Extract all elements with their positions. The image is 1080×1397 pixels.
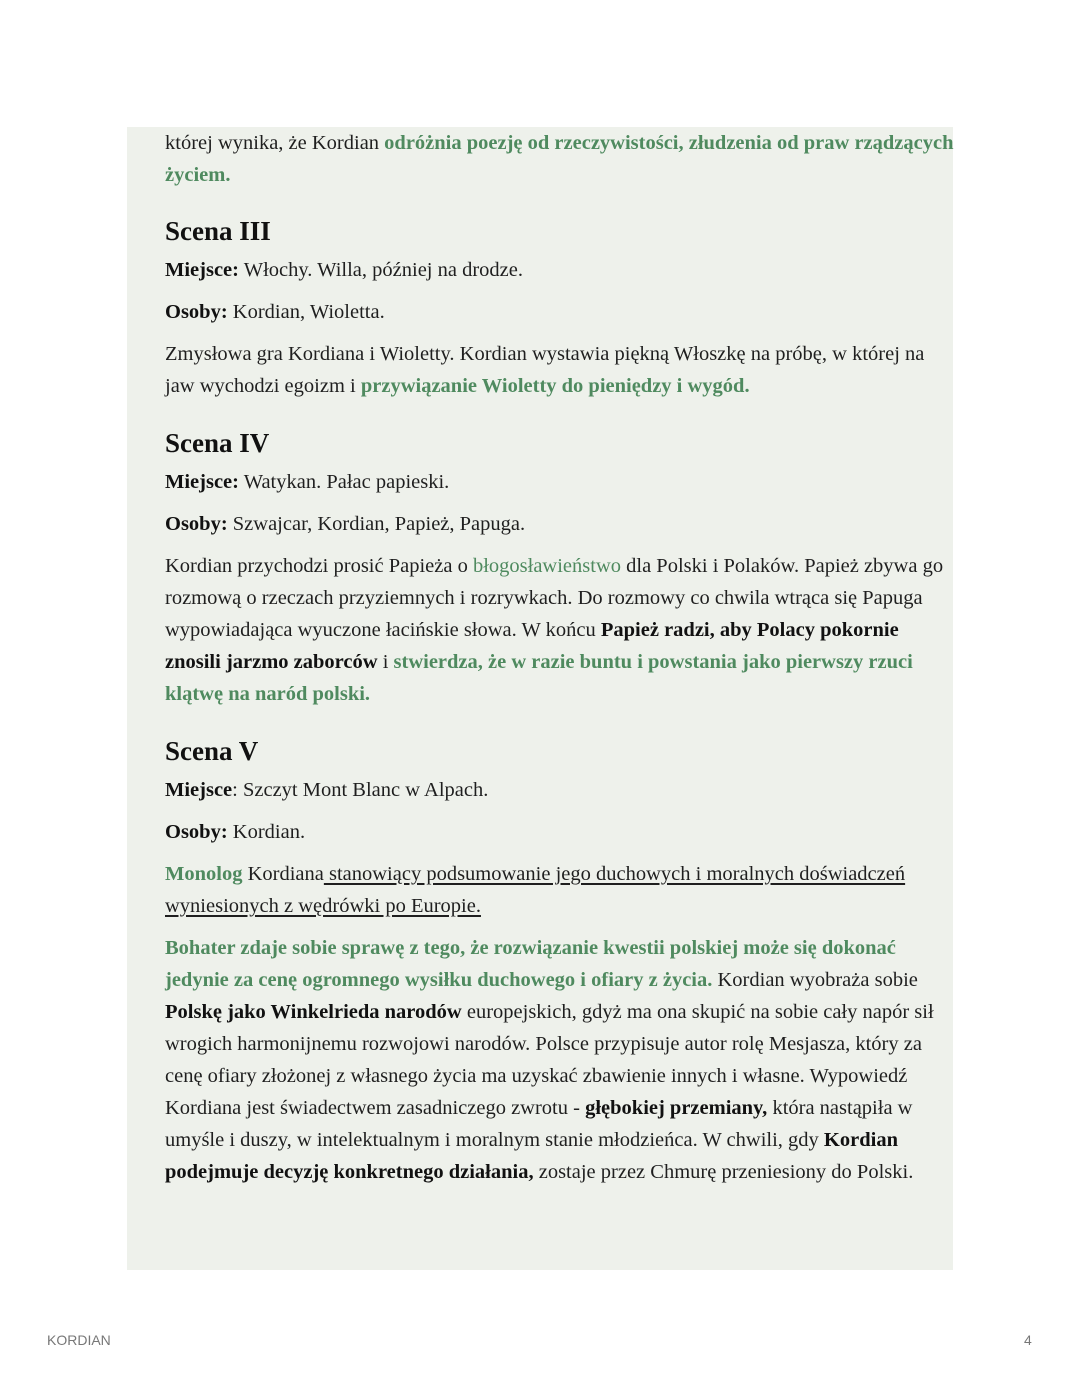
scena-v-monolog — [165, 858, 955, 922]
osoby-label: Osoby: — [165, 513, 228, 535]
osoby-label: Osoby: — [165, 821, 228, 843]
highlight-light: błogosławieństwo — [472, 555, 622, 577]
scena-iii-paragraph — [165, 338, 955, 402]
scena-iv-paragraph — [165, 550, 955, 710]
scena-iv-miejsce — [165, 466, 955, 498]
bold-text: Polskę jako Winkelrieda narodów — [165, 1001, 462, 1023]
monolog-highlight: Monolog — [165, 863, 243, 885]
scena-iii-text: Zmysłowa gra Kordiana i Wioletty. Kordian wystawia piękną Włoszkę na próbę, w której na jaw wychodzi egoizm i — [165, 343, 925, 397]
scena-v-miejsce — [165, 774, 955, 806]
miejsce-value: Watykan. Pałac papieski. — [238, 471, 450, 493]
bold-text: Kordian podejmuje decyzję konkretnego działania, — [165, 1129, 898, 1183]
miejsce-label: Miejsce — [165, 779, 233, 801]
text: Kordiana — [242, 863, 324, 885]
intro-paragraph — [165, 127, 955, 191]
scena-v-osoby — [165, 816, 955, 848]
bold-text: głębokiej przemiany, — [585, 1097, 768, 1119]
footer-title: KORDIAN — [47, 1332, 111, 1348]
text: Kordian wyobraża sobie — [712, 969, 918, 991]
miejsce-label: Miejsce: — [165, 259, 239, 281]
highlight: stwierdza, że w razie buntu i powstania jako pierwszy rzuci klątwę na naród polski. — [165, 651, 913, 705]
scena-iii-title: Scena III — [165, 216, 271, 246]
page-number: 4 — [1024, 1332, 1032, 1348]
scena-iv-title: Scena IV — [165, 428, 270, 458]
miejsce-value: Włochy. Willa, później na drodze. — [238, 259, 523, 281]
scena-iii-osoby — [165, 296, 955, 328]
highlight: Bohater zdaje sobie sprawę z tego, że rozwiązanie kwestii polskiej może się dokonać jedynie za cenę ogromnego wysiłku duchowego i ofiary z życia. — [165, 937, 896, 991]
text: dla Polski i Polaków. Papież zbywa go rozmową o rzeczach przyziemnych i rozrywkach. Do rozmowy co chwila wtrąca się Papuga wypowiadająca wyuczone łacińskie słowa. W końcu — [165, 555, 944, 641]
page-content — [165, 127, 955, 1188]
bold-text: Papież radzi, aby Polacy pokornie znosili jarzmo zaborców — [165, 619, 899, 673]
osoby-label: Osoby: — [165, 301, 228, 323]
osoby-value: Kordian. — [227, 821, 306, 843]
scena-iv-osoby — [165, 508, 955, 540]
text: zostaje przez Chmurę przeniesiony do Polski. — [533, 1161, 914, 1183]
miejsce-label: Miejsce: — [165, 471, 239, 493]
text: europejskich, gdyż ma ona skupić na sobie cały napór sił wrogich harmonijnemu rozwojowi narodów. Polsce przypisuje autor rolę Mesjasza, który za cenę ofiary złożonej z własnego życia ma uzyskać zbawienie innych i własne. Wypowiedź Kordiana jest świadectwem zasadniczego zwrotu - — [165, 1001, 934, 1119]
scena-iii-miejsce — [165, 254, 955, 286]
scena-iii-highlight: przywiązanie Wioletty do pieniędzy i wygód. — [360, 375, 750, 397]
underlined-text: stanowiący podsumowanie jego duchowych i moralnych doświadczeń wyniesionych z wędrówki po Europie. — [165, 863, 906, 917]
miejsce-value: : Szczyt Mont Blanc w Alpach. — [232, 779, 489, 801]
osoby-value: Szwajcar, Kordian, Papież, Papuga. — [227, 513, 526, 535]
scena-v-paragraph — [165, 932, 955, 1188]
text: i — [377, 651, 394, 673]
intro-text: której wynika, że Kordian — [165, 132, 385, 154]
text: Kordian przychodzi prosić Papieża o — [165, 555, 473, 577]
text: która nastąpiła w umyśle i duszy, w intelektualnym i moralnym stanie młodzieńca. W chwili, gdy — [165, 1097, 913, 1151]
scena-v-title: Scena V — [165, 736, 259, 766]
osoby-value: Kordian, Wioletta. — [227, 301, 385, 323]
intro-highlight: odróżnia poezję od rzeczywistości, złudzenia od praw rządzących życiem. — [165, 132, 954, 186]
